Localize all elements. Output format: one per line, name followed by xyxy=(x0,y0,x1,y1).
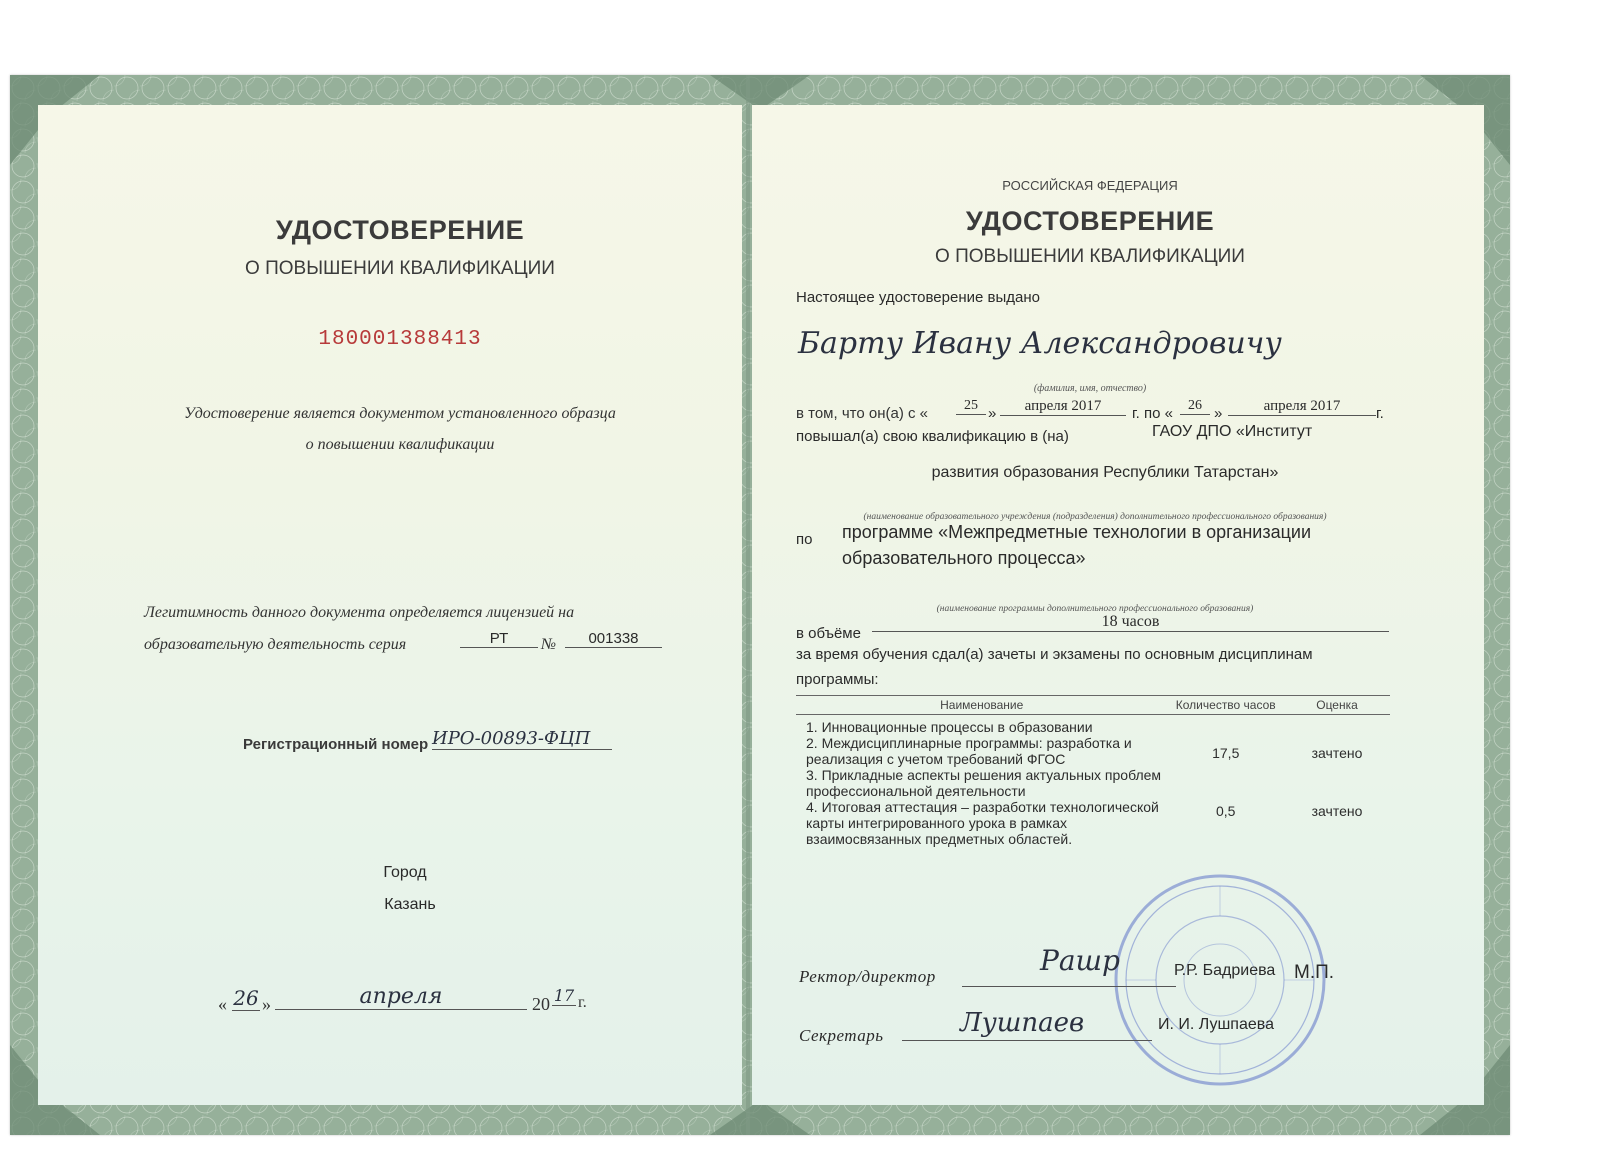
from-month-year: апреля 2017 xyxy=(1000,398,1126,416)
row-name: 3. Прикладные аспекты решения актуальных проблем профессиональной деятельности xyxy=(806,767,1162,799)
right-subtitle: О ПОВЫШЕНИИ КВАЛИФИКАЦИИ xyxy=(935,246,1245,267)
date-year-suffix: 17 xyxy=(553,986,575,1005)
table-row xyxy=(796,735,1390,767)
issued-to-label: Настоящее удостоверение выдано xyxy=(796,289,1040,306)
institution-line-2: развития образования Республики Татарстан» xyxy=(931,464,1279,481)
date-year-prefix: 20 xyxy=(532,994,550,1014)
left-title: УДОСТОВЕРЕНИЕ xyxy=(275,215,525,245)
statement-line-1: Удостоверение является документом установленного образца xyxy=(184,405,616,422)
secretary-label: Секретарь xyxy=(799,1026,884,1045)
header-grade: Оценка xyxy=(1284,696,1390,715)
registration-label: Регистрационный номер xyxy=(243,736,429,753)
institution-note: (наименование образовательного учреждения (подразделения) дополнительного профессионального образования) xyxy=(863,512,1327,522)
date-open-quote: « xyxy=(218,994,227,1014)
license-number: 001338 xyxy=(565,630,662,648)
serial-number: 180001388413 xyxy=(318,328,482,351)
seal-place-label: М.П. xyxy=(1294,962,1335,983)
row-hours: 0,5 xyxy=(1216,803,1236,819)
rector-name: Р.Р. Бадриева xyxy=(1174,962,1276,979)
institution-line-1: ГАОУ ДПО «Институт xyxy=(1152,423,1313,440)
rector-signature-line xyxy=(962,986,1176,987)
from-close-quote: » xyxy=(988,405,997,422)
secretary-signature-line xyxy=(902,1040,1152,1041)
date-year-abbr: г. xyxy=(578,994,587,1011)
recipient-note: (фамилия, имя, отчество) xyxy=(1033,383,1147,394)
registration-number: ИРО-00893-ФЦП xyxy=(432,728,612,750)
table-row xyxy=(796,767,1390,799)
period-prefix: в том, что он(а) с « xyxy=(796,405,928,422)
to-suffix: г. xyxy=(1376,405,1384,422)
grades-header-row xyxy=(796,696,1390,715)
to-close-quote: » xyxy=(1214,405,1223,422)
row-name: 1. Инновационные процессы в образовании xyxy=(806,719,1093,735)
qualified-prefix: повышал(а) свою квалификацию в (на) xyxy=(796,428,1069,445)
rector-signature: Рашр xyxy=(1040,944,1120,977)
number-sign: № xyxy=(541,636,557,653)
header-hours: Количество часов xyxy=(1167,696,1284,715)
row-name: 4. Итоговая аттестация – разработки технологической карты интегрированного урока в рамках взаимосвязанных предметных областей. xyxy=(806,799,1159,847)
row-hours xyxy=(1167,715,1284,736)
to-prefix: г. по « xyxy=(1132,405,1173,422)
license-series: РТ xyxy=(460,630,538,648)
row-grade: зачтено xyxy=(1311,803,1363,819)
header-name: Наименование xyxy=(796,696,1167,715)
to-day: 26 xyxy=(1180,398,1210,415)
row-grade xyxy=(1284,767,1390,799)
table-row xyxy=(796,799,1390,847)
rector-label: Ректор/директор xyxy=(799,967,936,986)
row-name: 2. Междисциплинарные программы: разработка и реализация с учетом требований ФГОС xyxy=(806,735,1132,767)
volume-value: 18 часов xyxy=(872,613,1389,632)
row-grade: зачтено xyxy=(1311,745,1363,761)
issue-day: 26 xyxy=(233,986,259,1010)
legitimacy-line-1: Легитимность данного документа определяется лицензией на xyxy=(144,604,575,621)
program-line-1: программе «Межпредметные технологии в организации xyxy=(842,522,1312,542)
secretary-name: И. И. Лушпаева xyxy=(1158,1016,1274,1033)
secretary-signature: Лушпаев xyxy=(960,1008,1085,1038)
country-label: РОССИЙСКАЯ ФЕДЕРАЦИЯ xyxy=(1002,178,1178,193)
exams-line-2: программы: xyxy=(796,671,879,688)
from-day: 25 xyxy=(956,398,986,415)
row-hours xyxy=(1167,767,1284,799)
program-prefix: по xyxy=(796,531,813,548)
issue-month: апреля xyxy=(275,984,527,1010)
recipient-name: Барту Ивану Александровичу xyxy=(798,326,1282,361)
right-title: УДОСТОВЕРЕНИЕ xyxy=(965,206,1215,236)
grades-table xyxy=(796,695,1390,847)
row-hours: 17,5 xyxy=(1212,745,1240,761)
fold-line xyxy=(746,75,750,1135)
statement-line-2: о повышении квалификации xyxy=(305,436,495,453)
city-name: Казань xyxy=(384,896,436,913)
program-line-2: образовательного процесса» xyxy=(842,548,1086,568)
date-close-quote: » xyxy=(262,994,271,1014)
program-note: (наименование программы дополнительного профессионального образования) xyxy=(936,604,1254,614)
to-month-year: апреля 2017 xyxy=(1228,398,1376,416)
row-grade xyxy=(1284,715,1390,736)
volume-prefix: в объёме xyxy=(796,625,861,642)
exams-line-1: за время обучения сдал(а) зачеты и экзамены по основным дисциплинам xyxy=(796,646,1313,663)
table-row xyxy=(796,715,1390,736)
left-subtitle: О ПОВЫШЕНИИ КВАЛИФИКАЦИИ xyxy=(245,258,555,279)
city-label: Город xyxy=(383,864,427,881)
legitimacy-line-2: образовательную деятельность серия xyxy=(144,636,407,653)
